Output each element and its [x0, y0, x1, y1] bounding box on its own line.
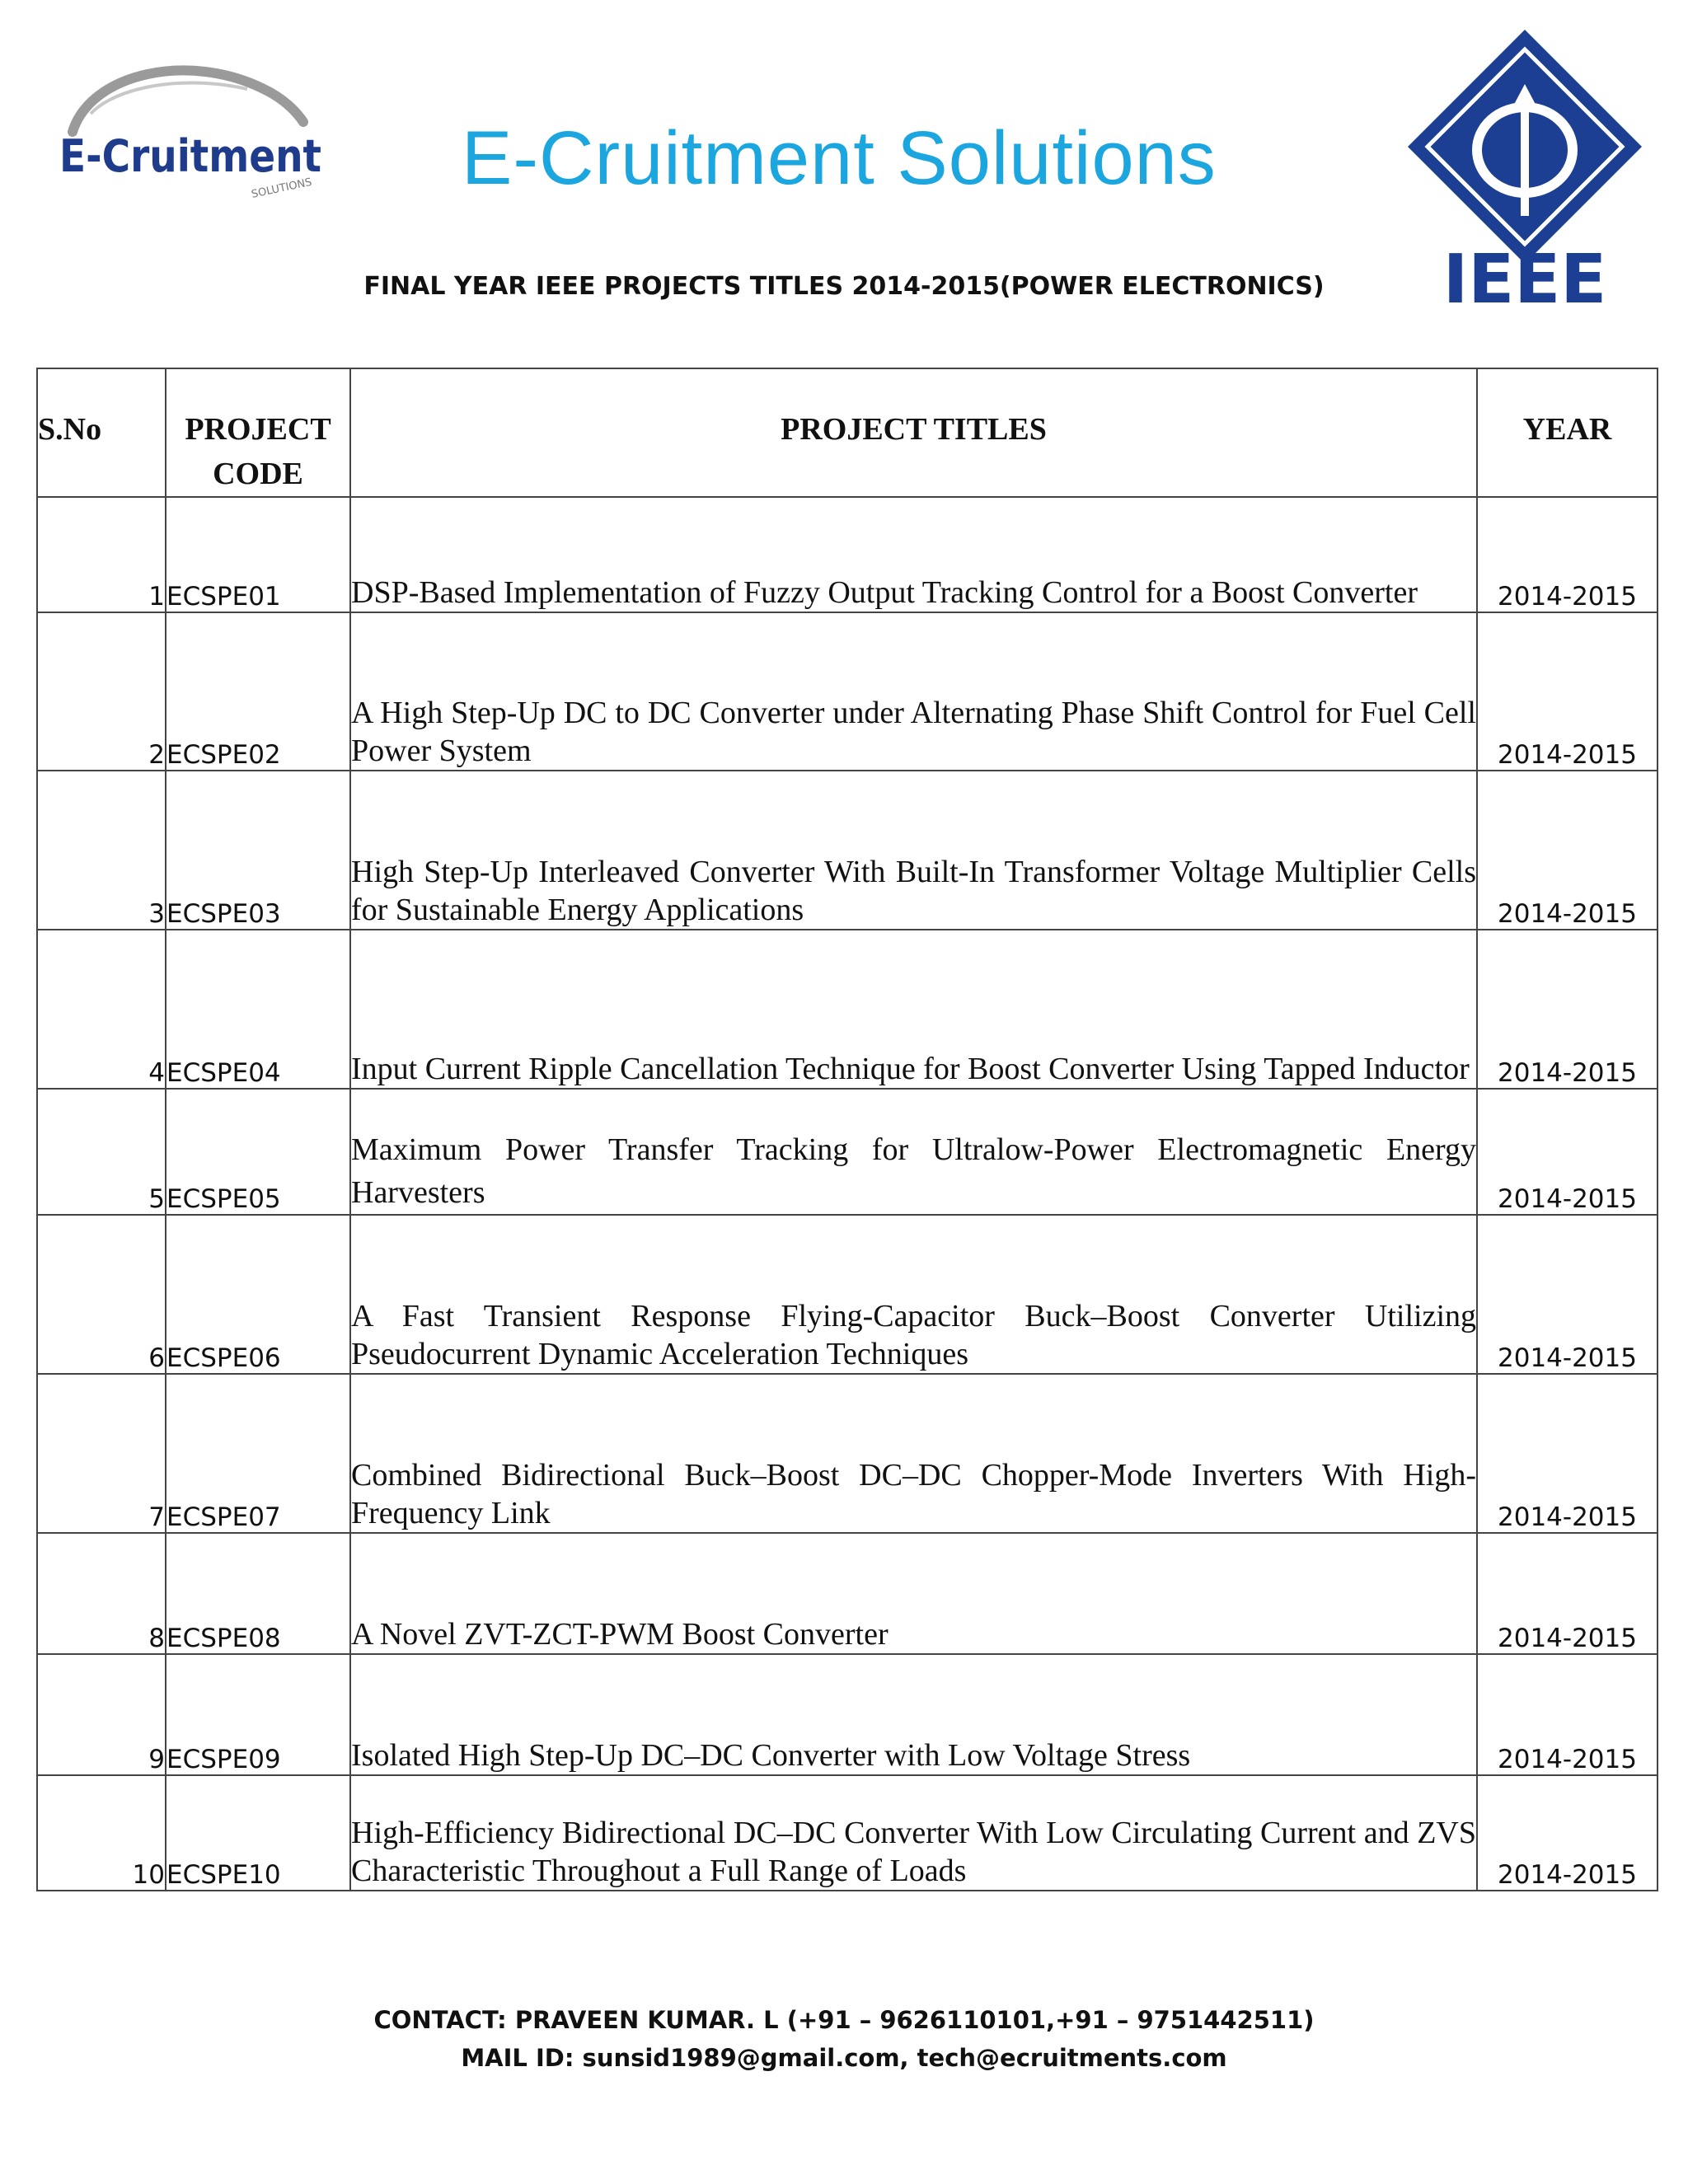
row-sno: 8 [37, 1533, 166, 1654]
row-sno: 7 [37, 1374, 166, 1533]
row-code: ECSPE03 [166, 771, 350, 930]
table-row [37, 771, 1658, 930]
contact-line: CONTACT: PRAVEEN KUMAR. L (+91 – 9626110101,+91 – 9751442511) [373, 2006, 1315, 2034]
row-sno: 3 [37, 771, 166, 930]
row-title: Combined Bidirectional Buck–Boost DC–DC Chopper-Mode Inverters With High-Frequency Link [350, 1374, 1477, 1533]
row-sno: 10 [37, 1775, 166, 1891]
table-row [37, 1775, 1658, 1891]
header-year: YEAR [1477, 368, 1658, 497]
row-title: A Novel ZVT-ZCT-PWM Boost Converter [350, 1533, 1477, 1654]
row-code: ECSPE01 [166, 497, 350, 612]
mail-line: MAIL ID: sunsid1989@gmail.com, tech@ecruitments.com [461, 2044, 1227, 2072]
row-sno: 5 [37, 1089, 166, 1215]
row-sno: 6 [37, 1215, 166, 1374]
header-project-code-line1: PROJECT [185, 412, 331, 447]
contact-footer [0, 2001, 1688, 2077]
table-row [37, 1089, 1658, 1215]
header-project-code-line2: CODE [213, 457, 303, 491]
table-row [37, 497, 1658, 612]
row-title: Isolated High Step-Up DC–DC Converter with Low Voltage Stress [350, 1654, 1477, 1775]
row-code: ECSPE04 [166, 930, 350, 1089]
row-year: 2014-2015 [1477, 1533, 1658, 1654]
row-year: 2014-2015 [1477, 930, 1658, 1089]
row-year: 2014-2015 [1477, 1215, 1658, 1374]
row-year: 2014-2015 [1477, 612, 1658, 771]
row-year: 2014-2015 [1477, 1775, 1658, 1891]
row-code: ECSPE05 [166, 1089, 350, 1215]
header-project-titles: PROJECT TITLES [350, 368, 1477, 497]
row-title: DSP-Based Implementation of Fuzzy Output Tracking Control for a Boost Converter [350, 497, 1477, 612]
table-row [37, 1654, 1658, 1775]
row-title: A Fast Transient Response Flying-Capacitor Buck–Boost Converter Utilizing Pseudocurrent Dynamic Acceleration Techniques [350, 1215, 1477, 1374]
svg-text:SOLUTIONS: SOLUTIONS [250, 176, 313, 201]
row-code: ECSPE02 [166, 612, 350, 771]
row-code: ECSPE06 [166, 1215, 350, 1374]
row-code: ECSPE10 [166, 1775, 350, 1891]
document-subtitle: FINAL YEAR IEEE PROJECTS TITLES 2014-2015(POWER ELECTRONICS) [363, 272, 1325, 301]
row-year: 2014-2015 [1477, 1089, 1658, 1215]
header-sno: S.No [37, 368, 166, 497]
header-project-code [166, 368, 350, 497]
row-year: 2014-2015 [1477, 497, 1658, 612]
row-title: Maximum Power Transfer Tracking for Ultralow-Power Electromagnetic Energy Harvesters [350, 1089, 1477, 1215]
row-sno: 1 [37, 497, 166, 612]
table-row [37, 930, 1658, 1089]
table-row [37, 1374, 1658, 1533]
table-row [37, 1215, 1658, 1374]
table-row [37, 612, 1658, 771]
row-year: 2014-2015 [1477, 771, 1658, 930]
row-year: 2014-2015 [1477, 1654, 1658, 1775]
table-header-row [37, 368, 1658, 497]
row-sno: 4 [37, 930, 166, 1089]
row-year: 2014-2015 [1477, 1374, 1658, 1533]
e-cruitment-logo [58, 56, 330, 213]
ieee-logo-text: IEEE [1442, 241, 1607, 319]
row-code: ECSPE08 [166, 1533, 350, 1654]
projects-table [36, 368, 1658, 1891]
page-title: E-Cruitment Solutions [462, 116, 1217, 200]
svg-text:E-Cruitment: E-Cruitment [59, 130, 321, 182]
ieee-logo [1401, 26, 1648, 319]
row-sno: 9 [37, 1654, 166, 1775]
row-sno: 2 [37, 612, 166, 771]
table-row [37, 1533, 1658, 1654]
row-title: Input Current Ripple Cancellation Technique for Boost Converter Using Tapped Inductor [350, 930, 1477, 1089]
row-title: High Step-Up Interleaved Converter With Built-In Transformer Voltage Multiplier Cells for Sustainable Energy Applications [350, 771, 1477, 930]
row-code: ECSPE07 [166, 1374, 350, 1533]
row-title: A High Step-Up DC to DC Converter under Alternating Phase Shift Control for Fuel Cell Power System [350, 612, 1477, 771]
row-title: High-Efficiency Bidirectional DC–DC Converter With Low Circulating Current and ZVS Characteristic Throughout a Full Range of Loads [350, 1775, 1477, 1891]
row-code: ECSPE09 [166, 1654, 350, 1775]
